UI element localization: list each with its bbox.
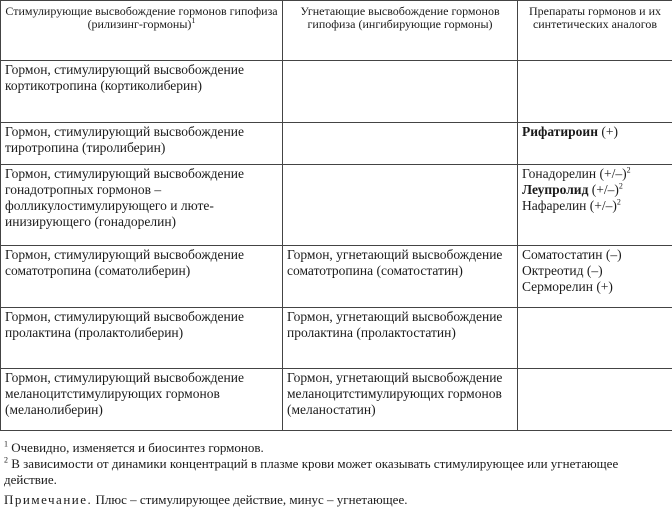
- drugs-cell: [518, 369, 672, 431]
- drug-effect: (+): [601, 124, 618, 139]
- drug-name: Гонадорелин: [522, 166, 597, 181]
- header-footnote-marker: 1: [191, 16, 196, 25]
- drug-footnote-marker: 2: [618, 181, 623, 191]
- drug-item: [522, 247, 668, 263]
- stimulating-cell: Гормон, стимулирующий высвобождение гонадотропных гормонов – фолликулостимулирующего и лютеинизирующего (гонадорелин): [1, 165, 283, 246]
- inhibiting-cell: Гормон, угнетающий высвобождение меланоцитстимулирующих гормонов (меланостатин): [283, 369, 518, 431]
- footnote-text: Очевидно, изменяется и биосинтез гормонов.: [8, 440, 264, 455]
- stimulating-cell: Гормон, стимулирующий высвобождение соматотропина (соматолиберин): [1, 246, 283, 308]
- drugs-cell: [518, 123, 672, 165]
- drug-effect: (+): [596, 279, 613, 294]
- drug-effect: (–): [586, 263, 603, 278]
- drug-effect: (–): [605, 247, 622, 262]
- drug-item: [522, 166, 668, 182]
- inhibiting-cell: Гормон, угнетающий высвобождение пролактина (пролактостатин): [283, 308, 518, 369]
- drug-name: Рифатироин: [522, 124, 598, 139]
- header-inhibiting: Угнетающие высвобождение гормонов гипофиза (ингибирующие гормоны): [283, 1, 518, 61]
- remark-text: Плюс – стимулирующее действие, минус – угнетающее.: [92, 492, 408, 507]
- drugs-cell: [518, 61, 672, 123]
- table-header-row: [1, 1, 672, 61]
- table-row: [1, 123, 672, 165]
- footnote-1: [4, 440, 672, 456]
- footnote-2: [4, 456, 672, 488]
- inhibiting-cell: Гормон, угнетающий высвобождение соматотропина (соматостатин): [283, 246, 518, 308]
- drug-item: [522, 182, 668, 198]
- table-row: [1, 308, 672, 369]
- drug-name: Нафарелин: [522, 198, 587, 213]
- stimulating-cell: Гормон, стимулирующий высвобождение кортикотропина (кортиколиберин): [1, 61, 283, 123]
- drugs-cell: [518, 308, 672, 369]
- stimulating-cell: Гормон, стимулирующий высвобождение тиротропина (тиролиберин): [1, 123, 283, 165]
- drug-name: Октреотид: [522, 263, 584, 278]
- table-row: [1, 61, 672, 123]
- drugs-cell: [518, 165, 672, 246]
- drug-item: [522, 198, 668, 214]
- drug-effect: (+/–): [591, 182, 619, 197]
- footnote-marker: 2: [4, 455, 8, 465]
- stimulating-cell: Гормон, стимулирующий высвобождение меланоцитстимулирующих гормонов (меланолиберин): [1, 369, 283, 431]
- drug-item: [522, 124, 668, 140]
- inhibiting-cell: [283, 165, 518, 246]
- table-row: [1, 165, 672, 246]
- drug-footnote-marker: 2: [626, 165, 631, 175]
- drug-effect: (+/–): [589, 198, 617, 213]
- header-drugs: Препараты гормонов и их синтетических аналогов: [518, 1, 672, 61]
- drug-footnote-marker: 2: [616, 197, 621, 207]
- stimulating-cell: Гормон, стимулирующий высвобождение пролактина (пролактолиберин): [1, 308, 283, 369]
- drug-name: Серморелин: [522, 279, 593, 294]
- drugs-cell: [518, 246, 672, 308]
- footnotes: [4, 440, 672, 508]
- drug-name: Соматостатин: [522, 247, 603, 262]
- remark: [4, 492, 672, 508]
- table-row: [1, 246, 672, 308]
- drug-effect: (+/–): [599, 166, 627, 181]
- drug-item: [522, 279, 668, 295]
- remark-label: Примечание.: [4, 492, 93, 507]
- footnote-marker: 1: [4, 439, 8, 449]
- footnote-text: В зависимости от динамики концентраций в плазме крови может оказывать стимулирующее или угнетающее действие.: [4, 456, 619, 487]
- table-row: [1, 369, 672, 431]
- inhibiting-cell: [283, 123, 518, 165]
- drug-item: [522, 263, 668, 279]
- header-stimulating: Стимулирующие высвобождение гормонов гипофиза (рилизинг-гормоны)$^1$: [1, 1, 283, 61]
- inhibiting-cell: [283, 61, 518, 123]
- drug-name: Леупролид: [522, 182, 589, 197]
